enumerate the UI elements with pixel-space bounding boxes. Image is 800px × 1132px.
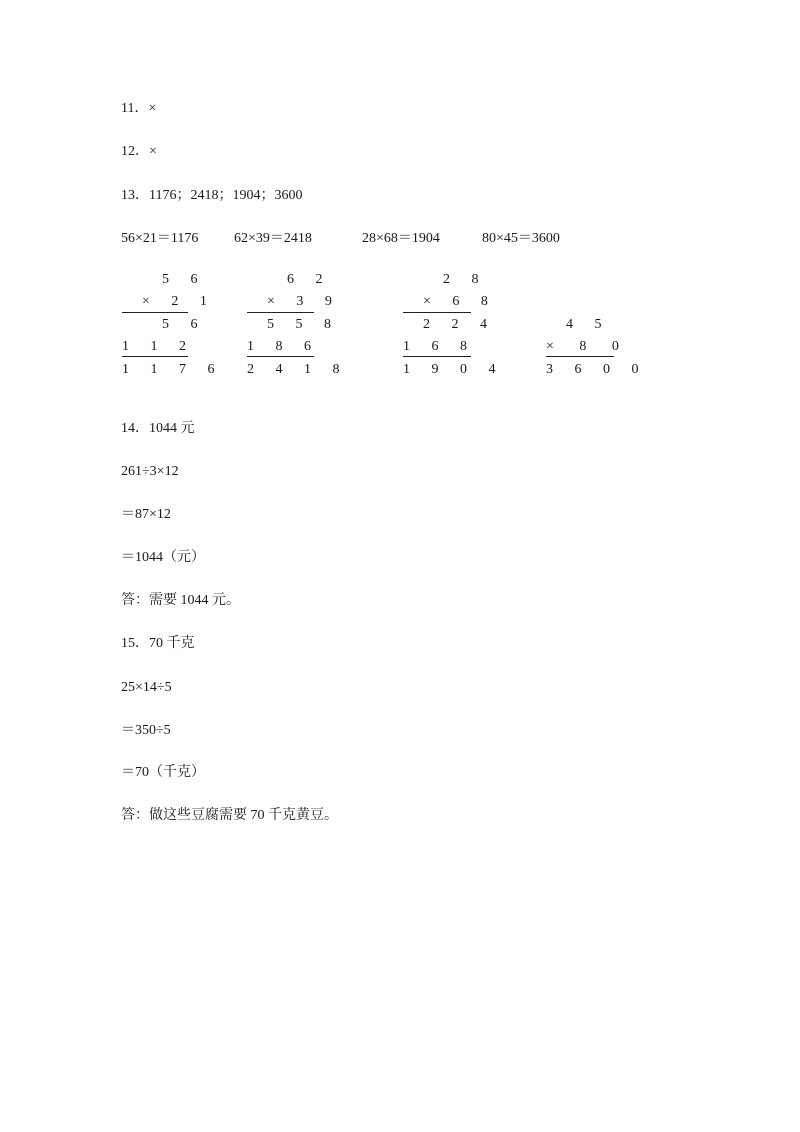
partial-product-1: 2 2 4 — [423, 317, 496, 332]
product: 1 1 7 6 — [122, 362, 224, 377]
multiplicand: 4 5 — [566, 317, 611, 332]
partial-product-2: 1 8 6 — [247, 339, 320, 354]
q14-step-2: ＝87×12 — [121, 507, 171, 522]
multiplier: × 3 9 — [267, 294, 341, 309]
q15-step-1: 25×14÷5 — [121, 680, 172, 695]
multiplicand: 6 2 — [287, 272, 332, 287]
multiplier: × 8 0 — [546, 339, 619, 354]
multiplier: × 2 1 — [142, 294, 216, 309]
equation-3: 28×68＝1904 — [362, 231, 440, 246]
answer-14: 14．1044 元 — [121, 421, 195, 436]
partial-product-2: 1 1 2 — [122, 339, 195, 354]
answer-13: 13．1176；2418；1904；3600 — [121, 188, 303, 203]
partial-product-1: 5 6 — [162, 317, 207, 332]
divider-line — [122, 356, 188, 357]
product: 2 4 1 8 — [247, 362, 349, 377]
divider-line — [403, 356, 471, 357]
divider-line — [403, 312, 471, 313]
q15-step-2: ＝350÷5 — [121, 723, 171, 738]
equation-2: 62×39＝2418 — [234, 231, 312, 246]
product: 1 9 0 4 — [403, 362, 505, 377]
divider-line — [247, 312, 314, 313]
multiplier: × 6 8 — [423, 294, 497, 309]
divider-line — [546, 356, 614, 357]
multiplicand: 5 6 — [162, 272, 207, 287]
q15-step-3: ＝70（千克） — [121, 765, 205, 780]
equation-1: 56×21＝1176 — [121, 231, 199, 246]
multiplicand: 2 8 — [443, 272, 488, 287]
partial-product-1: 5 5 8 — [267, 317, 340, 332]
answer-11: 11．× — [121, 101, 157, 116]
q14-step-3: ＝1044（元） — [121, 550, 205, 565]
equation-4: 80×45＝3600 — [482, 231, 560, 246]
q14-step-1: 261÷3×12 — [121, 464, 179, 479]
divider-line — [122, 312, 188, 313]
partial-product-2: 1 6 8 — [403, 339, 476, 354]
q14-answer: 答：需要 1044 元。 — [121, 593, 240, 608]
divider-line — [247, 356, 314, 357]
answer-12: 12．× — [121, 144, 157, 159]
q15-answer: 答：做这些豆腐需要 70 千克黄豆。 — [121, 808, 338, 823]
product: 3 6 0 0 — [546, 362, 648, 377]
answer-15: 15．70 千克 — [121, 636, 195, 651]
